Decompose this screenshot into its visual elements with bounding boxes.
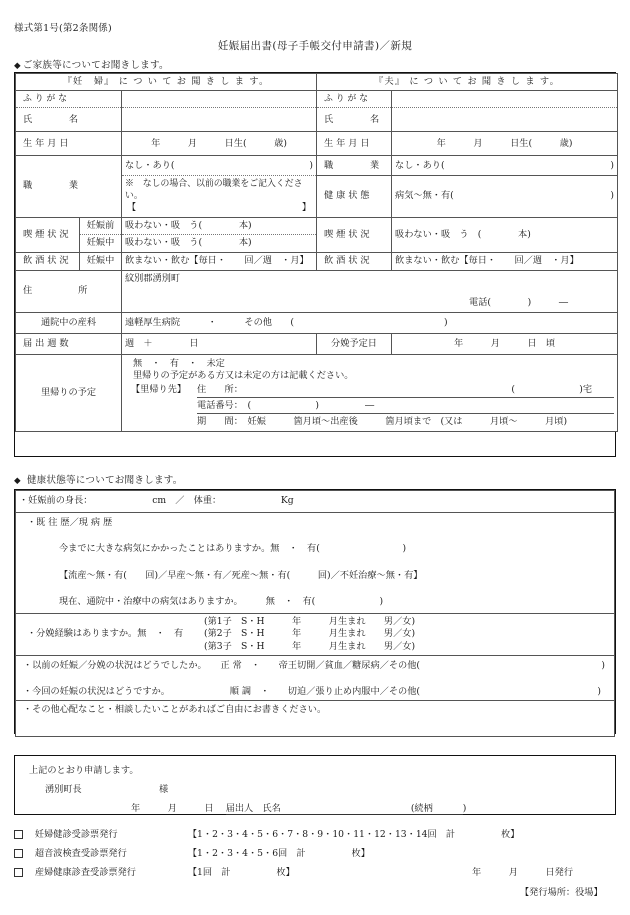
wife-occupation-bracket-open: 【	[127, 202, 137, 214]
issuance-detail-0: 【1・2・3・4・5・6・7・8・9・10・11・12・13・14回 計 枚】	[187, 829, 520, 840]
medical-history-q1[interactable]: 今までに大きな病気にかかったことはありますか。無 ・ 有( )	[59, 543, 407, 555]
medical-history-q2[interactable]: 【流産〜無・有( 回)／早産〜無・有／死産〜無・有( 回)／不妊治療〜無・有】	[59, 569, 423, 581]
diamond-bullet-icon: ◆	[14, 61, 21, 71]
wife-occupation-paren-close: )	[309, 159, 314, 171]
checkbox-icon[interactable]	[14, 849, 23, 858]
return-home-options: 無 ・ 有 ・ 未定	[133, 357, 225, 369]
husband-section-header: 『夫』 に つ い て お 聞 き し ま す。	[317, 74, 618, 91]
document-title: 妊娠届出書(母子手帳交付申請書)／新規	[217, 40, 413, 52]
table-row	[16, 701, 615, 737]
section-heading-health-label: 健康状態等についてお聞きします。	[26, 475, 183, 486]
wife-name-label: 氏 名	[16, 108, 122, 132]
address-label: 住 所	[16, 270, 122, 312]
wife-smoking-before-label: 妊娠前	[80, 217, 122, 234]
husband-occupation-label: 職 業	[317, 156, 392, 176]
form-number: 様式第1号(第2条関係)	[14, 23, 112, 34]
return-home-phone-row[interactable]: 電話番号： ( ) ―	[197, 398, 614, 414]
return-home-field[interactable]	[122, 354, 618, 431]
table-row	[16, 252, 618, 270]
address-field[interactable]	[122, 270, 618, 312]
issuance-detail-2: 【1回 計 枚】	[187, 867, 295, 878]
wife-furigana-field[interactable]	[122, 91, 317, 108]
husband-furigana-field[interactable]	[392, 91, 618, 108]
applicant-relation-close: )	[462, 803, 467, 814]
medical-history-q3[interactable]: 現在、通院中・治療中の病気はありますか。 無 ・ 有( )	[59, 596, 384, 608]
table-row	[16, 217, 618, 234]
wife-smoking-label: 喫 煙 状 況	[16, 217, 80, 252]
wife-drinking-label: 飲 酒 状 況	[16, 252, 80, 270]
table-row	[16, 491, 615, 513]
return-home-address-tail: ( )宅	[511, 383, 593, 395]
delivery-experience-label: ・分娩経験はありますか。無 ・ 有	[27, 628, 184, 640]
husband-furigana-label: ふ り が な	[317, 91, 392, 108]
medical-history-cell	[16, 513, 615, 614]
husband-health-field[interactable]	[392, 176, 618, 217]
husband-smoking-label: 喫 煙 状 況	[317, 217, 392, 252]
return-home-address-label: 住 所：	[197, 383, 243, 395]
wife-birthdate-label: 生 年 月 日	[16, 132, 122, 156]
husband-health-paren-close: )	[610, 190, 615, 202]
issuance-label-1: 超音波検査受診票発行	[34, 848, 127, 859]
husband-drinking-field[interactable]: 飲まない・飲む【毎日・ 回／週 ・月】	[392, 252, 618, 270]
husband-name-label: 氏 名	[317, 108, 392, 132]
height-weight-row[interactable]: ・妊娠前の身長： cm ／ 体重： Kg	[16, 491, 615, 513]
mayor-row	[15, 776, 615, 795]
applicant-row[interactable]	[15, 795, 615, 815]
table-row	[16, 74, 618, 91]
application-statement: 上記のとおり申請します。	[29, 765, 139, 776]
husband-birthdate-label: 生 年 月 日	[317, 132, 392, 156]
health-info-table	[14, 489, 616, 734]
delivery-experience-cell	[16, 614, 615, 656]
clinic-paren-close: )	[443, 316, 448, 328]
table-row	[16, 108, 618, 132]
wife-smoking-during-label: 妊娠中	[80, 235, 122, 252]
mayor-label: 湧別町長	[45, 784, 82, 795]
checkbox-icon[interactable]	[14, 830, 23, 839]
wife-name-field[interactable]	[122, 108, 317, 132]
duedate-field[interactable]: 年 月 日 頃	[392, 333, 618, 354]
wife-smoking-before-field[interactable]: 吸わない・吸 う( 本)	[122, 217, 317, 234]
table-row	[16, 91, 618, 108]
table-row	[16, 312, 618, 333]
address-value: 紋別郡湧別町	[125, 272, 181, 284]
table-row	[16, 156, 618, 176]
health-grid	[15, 490, 615, 737]
husband-drinking-label: 飲 酒 状 況	[317, 252, 392, 270]
wife-furigana-label: ふ り が な	[16, 91, 122, 108]
list-item: (第2子 S・H 年 月生まれ 男／女)	[204, 628, 416, 640]
table-row	[16, 270, 618, 312]
applicant-relation-open: (続柄	[411, 800, 463, 815]
return-home-period-row[interactable]: 期 間： 妊娠 箇月頃〜出産後 箇月頃まで (又は 月頃〜 月頃)	[197, 416, 568, 428]
return-home-address-row[interactable]	[197, 384, 614, 398]
previous-pregnancy-row[interactable]	[19, 660, 611, 672]
free-text-label: ・その他心配なこと・相談したいことがあればご自由にお書きください。	[23, 704, 327, 716]
diamond-bullet-icon-2: ◆	[14, 476, 21, 486]
return-home-note: 里帰りの予定がある方又は未定の方は記載ください。	[133, 370, 354, 382]
list-item: (第1子 S・H 年 月生まれ 男／女)	[204, 616, 416, 627]
section-heading-health	[14, 472, 183, 486]
wife-drinking-field[interactable]: 飲まない・飲む【毎日・ 回／週 ・月】	[122, 252, 317, 270]
section-heading-family-label: ご家族等についてお聞きします。	[22, 60, 169, 71]
issuance-detail-1: 【1・2・3・4・5・6回 計 枚】	[187, 848, 370, 859]
family-info-table	[14, 72, 616, 457]
section-heading-family	[14, 57, 169, 71]
husband-health-label: 健 康 状 態	[317, 176, 392, 217]
current-pregnancy-label: ・今回の妊娠の状況はどうですか。 順 調 ・ 切迫／張り止め内服中／その他(	[23, 685, 420, 697]
table-row	[16, 656, 615, 701]
table-row	[16, 333, 618, 354]
table-row	[16, 614, 615, 656]
medical-history-title: ・既 往 歴／現 病 歴	[27, 517, 113, 528]
duedate-label: 分娩予定日	[317, 333, 392, 354]
current-pregnancy-close: )	[597, 685, 601, 697]
wife-occupation-bracket-close: 】	[301, 202, 312, 214]
pregnancy-status-cell	[16, 656, 615, 701]
delivery-children-list[interactable]	[204, 616, 415, 653]
address-phone: 電話( ) ―	[468, 297, 569, 309]
previous-pregnancy-label: ・以前の妊娠／分娩の状況はどうでしたか。 正 常 ・ 帝王切開／貧血／糖尿病／その他(	[23, 660, 420, 672]
husband-health-options: 病気〜無・有(	[395, 190, 454, 202]
family-grid	[15, 73, 618, 432]
clinic-field[interactable]	[122, 312, 618, 333]
mayor-honorific: 様	[159, 784, 169, 795]
current-pregnancy-row[interactable]	[19, 686, 611, 698]
issuance-item-0[interactable]	[14, 826, 519, 840]
wife-occupation-note-cell	[122, 176, 317, 217]
free-text-cell[interactable]	[16, 701, 615, 737]
clinic-options: 遠軽厚生病院 ・ その他 (	[125, 316, 294, 328]
husband-name-field[interactable]	[392, 108, 618, 132]
wife-smoking-during-field[interactable]: 吸わない・吸 う( 本)	[122, 235, 317, 252]
table-row	[16, 132, 618, 156]
list-item: (第3子 S・H 年 月生まれ 男／女)	[204, 640, 416, 652]
issue-date[interactable]: 年 月 日発行	[472, 867, 574, 878]
table-row	[16, 513, 615, 614]
husband-occupation-paren-close: )	[610, 159, 615, 171]
wife-section-header: 『妊 婦』 に つ い て お 聞 き し ま す。	[16, 74, 317, 91]
husband-occupation-options: なし・あり(	[395, 159, 445, 171]
issuance-item-2[interactable]	[14, 864, 295, 878]
application-date: 年 月 日	[131, 803, 214, 814]
weeks-label: 届 出 週 数	[16, 333, 122, 354]
issue-place: 【発行場所：役場】	[520, 887, 603, 898]
wife-occupation-label: 職 業	[16, 156, 122, 217]
wife-drinking-period-label: 妊娠中	[80, 252, 122, 270]
wife-occupation-options: なし・あり(	[125, 159, 175, 171]
issuance-label-2: 産婦健康診査受診票発行	[34, 867, 136, 878]
husband-birthdate-field[interactable]: 年 月 日生( 歳)	[392, 132, 618, 156]
wife-occupation-field[interactable]	[122, 156, 317, 176]
husband-occupation-field[interactable]	[392, 156, 618, 176]
husband-smoking-field[interactable]: 吸わない・吸 う ( 本)	[392, 217, 618, 252]
application-box	[14, 755, 616, 815]
table-row	[16, 354, 618, 431]
issuance-item-1[interactable]	[14, 845, 370, 859]
issuance-label-0: 妊婦健診受診票発行	[34, 829, 118, 840]
return-home-label: 里帰りの予定	[16, 354, 122, 431]
wife-birthdate-field[interactable]: 年 月 日生( 歳)	[122, 132, 317, 156]
checkbox-icon[interactable]	[14, 868, 23, 877]
weeks-field[interactable]: 週 ＋ 日	[122, 333, 317, 354]
previous-pregnancy-close: )	[601, 660, 605, 672]
return-home-dest-label: 【里帰り先】	[131, 383, 187, 395]
clinic-label: 通院中の産科	[16, 312, 122, 333]
wife-occupation-note: ※ なしの場合、以前の職業をご記入ください。	[125, 179, 303, 202]
applicant-name-field[interactable]: 届出人 氏名	[226, 800, 411, 815]
